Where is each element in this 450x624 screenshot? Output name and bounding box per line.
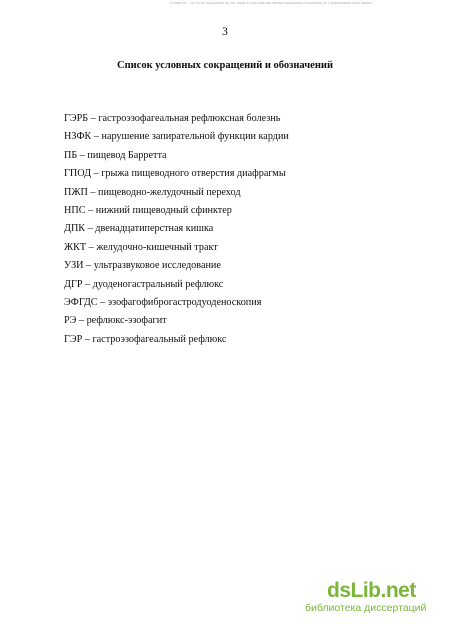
abbreviation-item: НПС – нижний пищеводный сфинктер (64, 204, 232, 216)
scan-header-strip: 171055 58 .. 1K ПЛ:ПА 2СЕ200000 ЭС ОК 10000 Т0 РОЗ МИПИ0 ЭФГДИ 2СЕ0200014 0ОЧИ0МА0 № Т 10000000000 0016 000004 (170, 1, 373, 5)
watermark-logo: dsLib.net (327, 579, 416, 602)
watermark-tagline: библиотека диссертаций (305, 602, 427, 614)
page-title: Список условных сокращений и обозначений (117, 60, 333, 71)
abbreviation-item: ГЭР – гастроэзофагеальный рефлюкс (64, 333, 227, 345)
abbreviation-item: НЗФК – нарушение запирательной функции кардии (64, 131, 289, 143)
abbreviation-item: РЭ – рефлюкс-эзофагит (64, 315, 167, 327)
abbreviation-item: ДПК – двенадцатиперстная кишка (64, 223, 214, 235)
abbreviation-list (64, 110, 424, 349)
abbreviation-item: ПЖП – пищеводно-желудочный переход (64, 186, 241, 198)
abbreviation-item: ЖКТ – желудочно-кишечный тракт (64, 241, 218, 253)
abbreviation-item: ЭФГДС – эзофагофиброгастродуоденоскопия (64, 296, 262, 308)
abbreviation-item: ГЭРБ – гастроэзофагеальная рефлюксная болезнь (64, 113, 281, 124)
abbreviation-item: ГПОД – грыжа пищеводного отверстия диафрагмы (64, 168, 286, 180)
abbreviation-item: УЗИ – ультразвуковое исследование (64, 260, 221, 272)
dslib-watermark (305, 579, 447, 615)
page-number: 3 (222, 26, 228, 38)
abbreviation-item: ДГР – дуоденогастральный рефлюкс (64, 278, 224, 290)
abbreviation-item: ПБ – пищевод Барретта (64, 149, 167, 161)
